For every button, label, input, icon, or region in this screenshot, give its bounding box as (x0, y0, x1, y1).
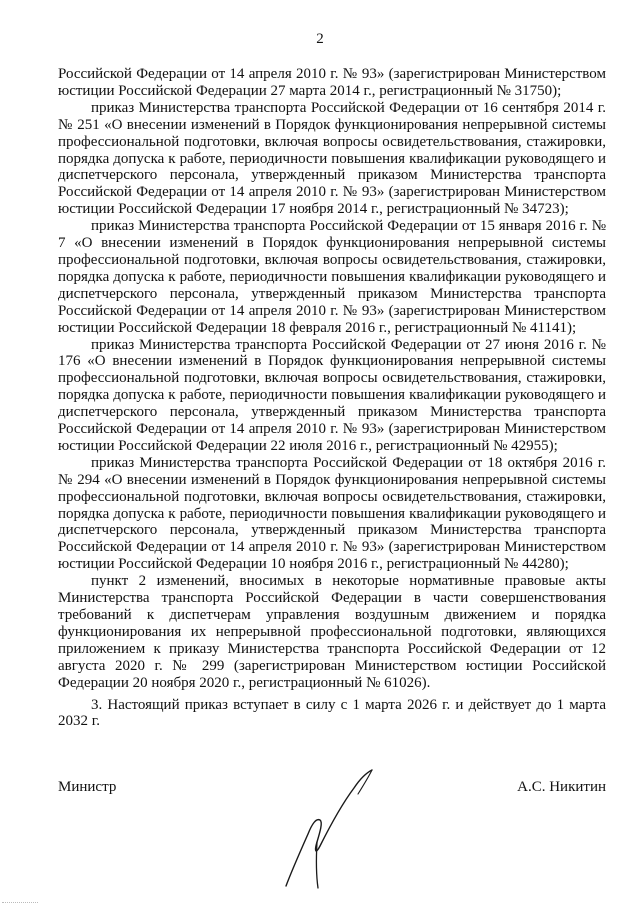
scan-artifact (2, 898, 38, 903)
signature-title: Министр (58, 779, 117, 795)
signatory-name: А.С. Никитин (517, 779, 606, 795)
order-paragraph-5: пункт 2 изменений, вносимых в некоторые нормативные правовые акты Министерства транспорта Российской Федерации в части совершенствования требований к диспетчерам управления воздушным движением и порядка функционирования их непрерывной профессиональной подготовки, являющихся приложением к приказу Министерства транспорта Российской Федерации от 12 августа 2020 г. № 299 (зарегистрирован Министерством юстиции Российской Федерации 20 ноября 2020 г., регистрационный № 61026). (58, 573, 606, 691)
handwritten-signature (270, 764, 390, 894)
document-body (58, 66, 606, 730)
order-paragraph-4: приказ Министерства транспорта Российской Федерации от 18 октября 2016 г. № 294 «О внесении изменений в Порядок функционирования непрерывной системы профессиональной подготовки, включая вопросы освидетельствования, стажировки, порядка допуска к работе, периодичности повышения квалификации руководящего и диспетчерского персонала, утвержденный приказом Министерства транспорта Российской Федерации от 14 апреля 2010 г. № 93» (зарегистрирован Министерством юстиции Российской Федерации 10 ноября 2016 г., регистрационный № 44280); (58, 454, 606, 573)
order-paragraph-1: приказ Министерства транспорта Российской Федерации от 16 сентября 2014 г. № 251 «О внесении изменений в Порядок функционирования непрерывной системы профессиональной подготовки, включая вопросы освидетельствования, стажировки, порядка допуска к работе, периодичности повышения квалификации руководящего и диспетчерского персонала, утвержденный приказом Министерства транспорта Российской Федерации от 14 апреля 2010 г. № 93» (зарегистрирован Министерством юстиции Российской Федерации 17 ноября 2014 г., регистрационный № 34723); (58, 99, 606, 218)
continuation-paragraph: Российской Федерации от 14 апреля 2010 г. № 93» (зарегистрирован Министерством юстиции Российской Федерации 27 марта 2014 г., регистрационный № 31750); (58, 66, 606, 99)
effective-date-clause: 3. Настоящий приказ вступает в силу с 1 марта 2026 г. и действует до 1 марта 2032 г. (58, 696, 606, 730)
page-number: 2 (316, 31, 324, 47)
order-paragraph-2: приказ Министерства транспорта Российской Федерации от 15 января 2016 г. № 7 «О внесении изменений в Порядок функционирования непрерывной системы профессиональной подготовки, включая вопросы освидетельствования, стажировки, порядка допуска к работе, периодичности повышения квалификации руководящего и диспетчерского персонала, утвержденный приказом Министерства транспорта Российской Федерации от 14 апреля 2010 г. № 93» (зарегистрирован Министерством юстиции Российской Федерации 18 февраля 2016 г., регистрационный № 41141); (58, 218, 606, 336)
order-paragraph-3: приказ Министерства транспорта Российской Федерации от 27 июня 2016 г. № 176 «О внесении изменений в Порядок функционирования непрерывной системы профессиональной подготовки, включая вопросы освидетельствования, стажировки, порядка допуска к работе, периодичности повышения квалификации руководящего и диспетчерского персонала, утвержденный приказом Министерства транспорта Российской Федерации от 14 апреля 2010 г. № 93» (зарегистрирован Министерством юстиции Российской Федерации 22 июля 2016 г., регистрационный № 42955); (58, 336, 606, 454)
